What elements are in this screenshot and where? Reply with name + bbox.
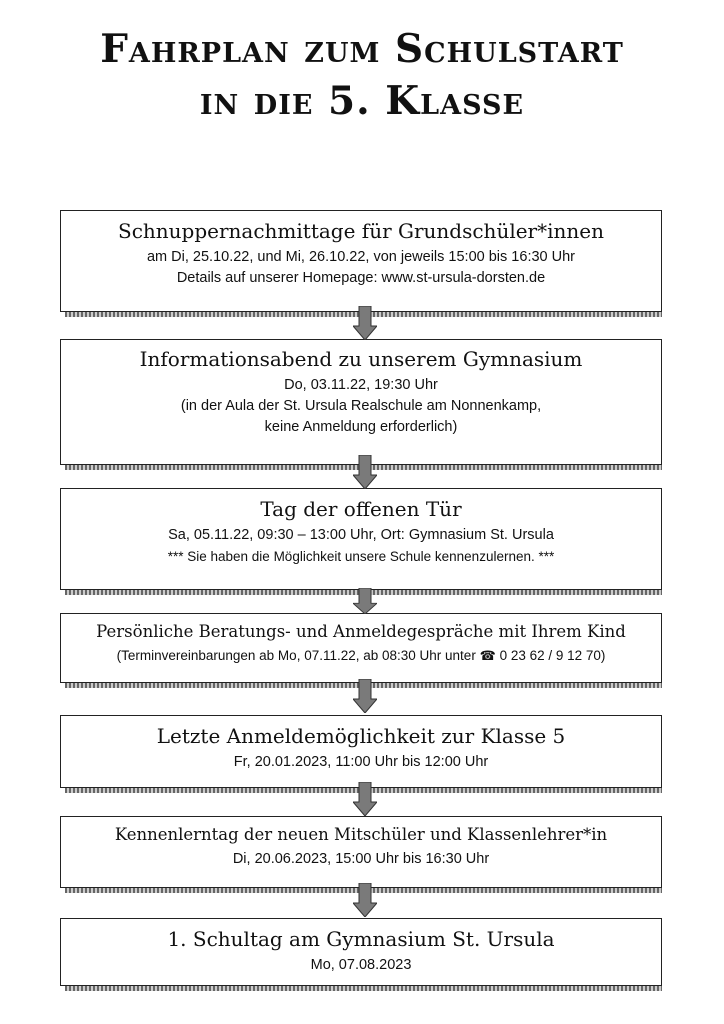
step-line: *** Sie haben die Möglichkeit unsere Schule kennenzulernen. ***: [167, 549, 555, 564]
step-line: [61, 645, 661, 666]
down-arrow-icon: [353, 588, 377, 614]
down-arrow-icon: [353, 306, 377, 340]
step-line: Do, 03.11.22, 19:30 Uhr: [284, 377, 438, 393]
step-box-tag-der-offenen-tuer: [60, 488, 662, 590]
page-title-line-1: Fahrplan zum Schulstart: [100, 26, 624, 72]
down-arrow-icon: [353, 782, 377, 816]
step-box-letzte-anmeldung: [60, 715, 662, 788]
step-line: Mo, 07.08.2023: [310, 957, 412, 973]
step-line: keine Anmeldung erforderlich): [264, 419, 458, 435]
step-heading: Tag der offenen Tür: [260, 497, 462, 521]
step-line: Sa, 05.11.22, 09:30 – 13:00 Uhr, Ort: Gymnasium St. Ursula: [168, 527, 554, 543]
page-title-line-2: in die 5. Klasse: [199, 78, 525, 124]
step-box-informationsabend: [60, 339, 662, 465]
appointment-text: (Terminvereinbarungen ab Mo, 07.11.22, ab 08:30 Uhr unter: [116, 647, 476, 663]
down-arrow-icon: [353, 679, 377, 713]
step-line: Fr, 20.01.2023, 11:00 Uhr bis 12:00 Uhr: [233, 754, 489, 770]
step-heading: Persönliche Beratungs- und Anmeldegespräche mit Ihrem Kind: [96, 622, 626, 641]
down-arrow-icon: [353, 883, 377, 917]
step-box-kennenlerntag: [60, 816, 662, 888]
step-line: am Di, 25.10.22, und Mi, 26.10.22, von jeweils 15:00 bis 16:30 Uhr: [146, 249, 575, 265]
step-line: Di, 20.06.2023, 15:00 Uhr bis 16:30 Uhr: [232, 850, 490, 867]
step-box-beratungsgespraeche: [60, 613, 662, 683]
step-heading: Informationsabend zu unserem Gymnasium: [139, 347, 583, 371]
step-heading: 1. Schultag am Gymnasium St. Ursula: [167, 927, 555, 951]
step-heading: Schnuppernachmittage für Grundschüler*innen: [118, 219, 604, 243]
step-line: Details auf unserer Homepage: www.st-ursula-dorsten.de: [176, 270, 546, 286]
step-box-erster-schultag: [60, 918, 662, 986]
step-line: (in der Aula der St. Ursula Realschule am Nonnenkamp,: [180, 398, 542, 414]
phone-icon: ☎: [479, 647, 496, 663]
step-heading: Kennenlerntag der neuen Mitschüler und Klassenlehrer*in: [114, 825, 608, 844]
step-heading: Letzte Anmeldemöglichkeit zur Klasse 5: [156, 724, 566, 748]
down-arrow-icon: [353, 455, 377, 489]
phone-number: 0 23 62 / 9 12 70): [499, 647, 606, 663]
step-box-schnuppernachmittage: [60, 210, 662, 312]
